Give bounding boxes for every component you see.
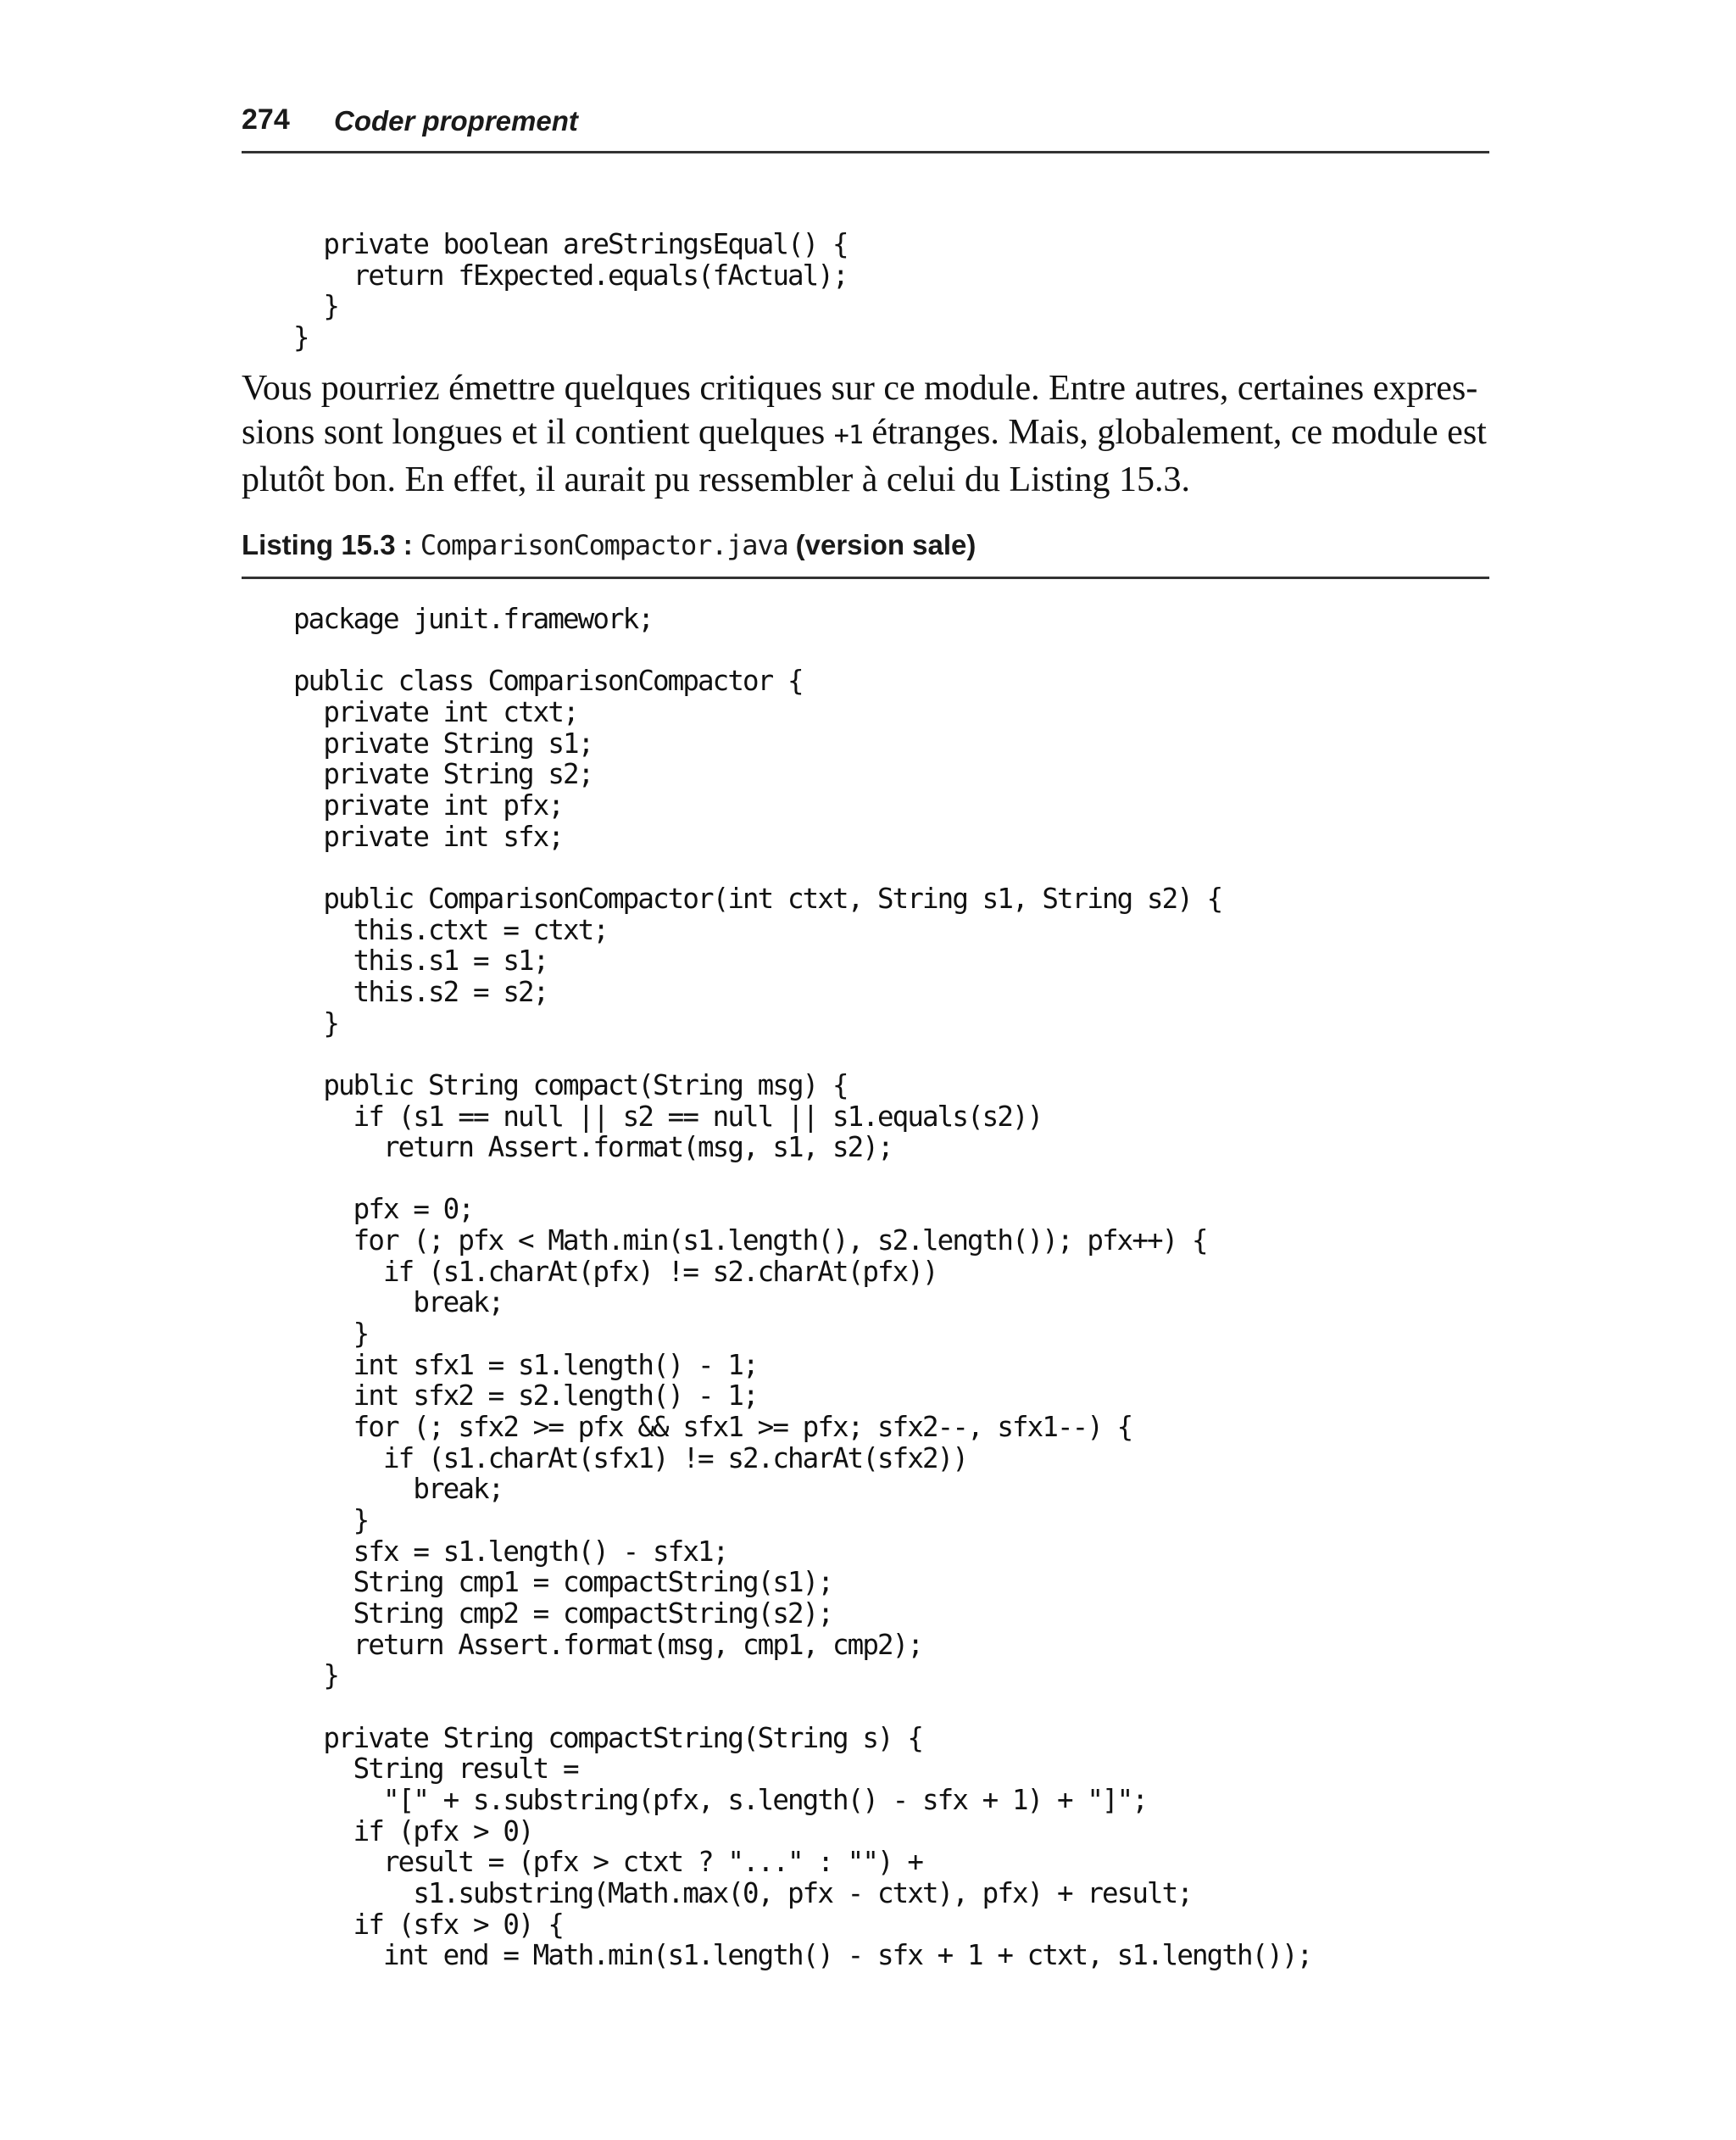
paragraph-line-2-end: étranges. Mais, globalement, ce module est — [862, 413, 1487, 452]
listing-label: Listing 15.3 : — [242, 529, 413, 560]
listing-suffix: (version sale) — [795, 529, 976, 560]
code-block-continuation: private boolean areStringsEqual() { return fExpected.equals(fActual); } } — [293, 228, 848, 354]
body-paragraph — [242, 366, 1496, 502]
page-number: 274 — [242, 103, 290, 136]
paragraph-line-3: plutôt bon. En effet, il aurait pu ressembler à celui du Listing 15.3. — [242, 460, 1190, 499]
listing-divider — [242, 577, 1489, 579]
listing-caption — [242, 529, 976, 561]
paragraph-line-1: Vous pourriez émettre quelques critiques sur ce module. Entre autres, certaines expres- — [242, 369, 1478, 408]
header-divider — [242, 151, 1489, 153]
inline-code: +1 — [833, 421, 863, 450]
paragraph-line-2-start: sions sont longues et il contient quelques — [242, 413, 834, 452]
listing-filename: ComparisonCompactor.java — [420, 529, 788, 561]
code-listing: package junit.framework; public class ComparisonCompactor { private int ctxt; private String s1; private String s2; private int pfx; private int sfx; public ComparisonCompactor(int ctxt, String s1, String s2) { this.ctxt = ctxt; this.s1 = s1; this.s2 = s2; } public String compact(String msg) { if (s1 == null || s2 == null || s1.equals(s2)) return Assert.format(msg, s1, s2); pfx = 0; for (; pfx < Math.min(s1.length(), s2.length()); pfx++) { if (s1.charAt(pfx) != s2.charAt(pfx)) break; } int sfx1 = s1.length() - 1; int sfx2 = s2.length() - 1; for (; sfx2 >= pfx && sfx1 >= pfx; sfx2--, sfx1--) { if (s1.charAt(sfx1) != s2.charAt(sfx2)) break; } sfx = s1.length() - sfx1; String cmp1 = compactString(s1); String cmp2 = compactString(s2); return Assert.format(msg, cmp1, cmp2); } private String compactString(String s) { String result = "[" + s.substring(pfx, s.length() - sfx + 1) + "]"; if (pfx > 0) result = (pfx > ctxt ? "..." : "") + s1.substring(Math.max(0, pfx - ctxt), pfx) + result; if (sfx > 0) { int end = Math.min(s1.length() - sfx + 1 + ctxt, s1.length()); — [293, 603, 1312, 1972]
running-title: Coder proprement — [334, 105, 578, 137]
page-header — [242, 100, 1489, 141]
